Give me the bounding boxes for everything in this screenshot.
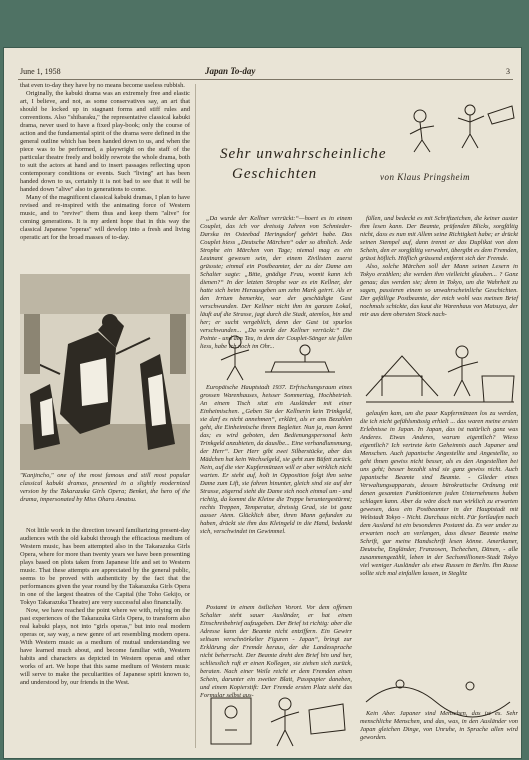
paragraph: Now, we have reached the point where we with, relying on the past experiences of the Takarazuka Girls Opera, to transform also real kabuki plays, not into "girls operas," but into real modern operas or, say way, a new genre of art resembling modern opera. With Western music as a medium of mutual understanding we have learned much about, and become familiar with, Western habits and characters as depicted in Western operas and other works of art. We hope that this same medium of Western music will serve to make the peculiarities of Japanese spirit known to, and understood by, our friends in the West. [20,607,190,686]
article-headline [200,108,520,218]
paragraph: Europäische Hauptstadt 1937. Erfrischungsraum eines grossen Warenhauses, heisser Sommertag, Hochbetrieb. An einem Tisch sitzt ein Ausländer mit einer Einheimischen. „Geben Sie der Kellnerin kein Trinkgeld, sie darf es nicht annehmen“, erklärt, als er ans Bezahlen geht, die Einheimische ihrem Begleiter. Nun ja, man kennt das; es wird geboten, den Bedienungspersonal kein Trinkgeld anzubieten, da dauslbe... Eine verhandlunsmung, der Herr“. Der Herr gibt zwei Silberstücke, aber das Mädchen hat kein Wechselgeld, sie geht zum Büfett zurück. Nein, auf die vier Kupfermünzen will er aber wirklich nicht warten. Er steht auf, holt in Opposition folgt ihm seine Dame zum Lift, sie fahren hinunter, gleich sind sie auf der Strasse, zögernd sieht die Dame sich noch einmal um - und richtig, da kommt die Kleine die Treppe heruntergestürmt; rechts Treppen, Temperatur, dreissig Grad, sie ist ganz ausser Atem. Glücklich über, ihren Mann gefunden zu haben, drückt sie ihm das Kleingeld in die Hand, bedankt sich, verschwindet im Gewimmel. [200,384,352,535]
kabuki-photo-illustration [20,274,190,470]
post-office-illustration [205,690,350,750]
photo-caption [20,472,190,524]
article-column-1-bottom [200,604,352,699]
paragraph: Many of the magnificent classical kabuki dramas, I plan to have revised and re-inspired with the animating force of Western music, and to "revive" them thus and keep them "alive" for coming generations. It is my ardent hope that in this way the classical Japanese "operas" will develop into a fresh and living operatic art for the broad masses of to-day. [20,194,190,241]
page-header [20,67,515,83]
paragraph: füllen, und bedeckt es mit Schriftzeichen, die keiner auster ihm lesen kann. Der Beamte, prüfenden Blicks, sorgfältig nicht, dass es nun mit Allem seine Richtigkeit habe; er drückt seinen Stempel auf, dann trennt er das Duplikat von dem Schein, den er sorgfältig verwahrt, übergibt es dem Fremden, grüsst höflich. Höflich grüssend entfernt sich der Fremde. [360,215,518,262]
left-column-top [20,82,190,272]
kabuki-photo [20,274,190,470]
left-column-bottom [20,527,190,747]
paragraph: Originally, the kabuki drama was an extremely free and elastic art, I believe, and not, as some conservatives say, an art that should be locked up in stagnant forms and stiff rules and conventions. Also "shibaraku," the representative classical kabuki drama, never used to have a fixed play-book; only the course of action and the fundamental spirit of the drama were defined in the general outline which has been handed down to us, and when the piece was to be performed, a playwright on the staff of the particular theatre freely and boldly rewrote the whole drama, both to suit the actors at hand and to insert passages reflecting upon contemporary conditions or events. Such "living" art has been handed down to us, certainly it is not bad to see that it will be handed down "alive" also to generations to come. [20,90,190,193]
paragraph: Kein Aber. Japaner sind Menschen, das ist es. Sehr menschliche Menschen, und das, was, in den Ausländer von Japan gleichen Dinge, von Unruhe, in Sprache allen wird geworden. [360,710,518,741]
bottom-right-illustration [360,668,518,708]
header-rule [18,79,513,80]
paragraph: that even to-day they have by no means become useless rubbish. [20,82,185,89]
headline-line-2: Geschichten [232,166,318,182]
author-byline: von Klaus Pringsheim [380,172,470,182]
article-column-2-middle [360,410,518,670]
page-number: 3 [506,67,510,76]
column-divider [195,84,196,748]
article-column-1-middle [200,384,352,594]
paragraph: gelaufen kam, um die paar Kupfermünzen los zu werden, die ich nicht gefühlsmässig erhielt ... das waren meine ersten Erlebnisse in Japan. In Japan, das ist natürlich ganz was Anderes. Etwas Anderes, warum eigentlich? Wieso eigentlich? Ich vertrete kein Geheimnis auch Japaner und Menschen. Auch japanische Angestellte und Angestellte, so geht ihnen gewiss nicht besser, als es den Angestellten bei uns geht; besser bezahlt sind sie ganz gewiss nicht. Auch japanische Beamte sind Beamte. - Glieder eines Verwaltungsapparats, dessen bürokratische Ordnung mit denen gesamten Funktionieren jeden Unternehmens haben schlagen kann. Aber da wäre doch nun wirklich zu erwarten gewesen, dass ein Postbeamter in der Hauptstadt mit Weltstadt Tokyo - Nicht. Durchaus nicht. Für fortlaufen nach dem Ausland ist ein besonderes Postamt da. Es wer under zu erwarten noch an verlangen, dass dieser Beamte meine Schrift, gar meine Handschrift lesen könne. Amerikaner, Deutsche, Engländer, Franzosen, Tschechen, Dänen, - alle zusammengezählt, leben in der Sechsmillionen-Stadt Tokyo viel weniger Ausländer als etwa Russen in Berlin. Ihn Russe sollte sich mal einfallen lassen, in Steglitz [360,410,518,577]
paragraph: Not little work in the direction toward familiarizing present-day audiences with the old kabuki through the efficacious medium of Western music, has been attempted also in the Takarazuka Girls Opera, where for more than twenty years we have been presenting plays based on plots taken from Japanese life and set to Western music. That these attempts are appreciated by the general public, seems to be proved with authenticity by the fact that the performances given the year round by the Takarazuka Girls Opera in one of the largest theatres of the Capital (the Toho Gekijo, or Tokyo Takarazuka Theatre) are very successful also financially. [20,527,190,606]
headline-line-1: Sehr unwahrscheinliche [220,146,387,162]
vignette-top-right [400,96,520,156]
publication-title: Japan To-day [205,66,256,76]
paragraph: Postamt in einem östlichen Vorort. Vor dem offenen Schalter steht sauer Ausländer, er hat einen Einschreibebrief aufzugeben. Der Brief ist richtig: aber die Adresse kann der Beamte nicht entziffern. Ein Gewirr seltsam verschnörkelter Figuren - Japan“, bringt zur Erklärung der Fremde heraus, der die Landessprache nicht beherrscht. Der Beamte dreht den Brief hin und her, schliesslich ruft er einen Kollegen, sie ziehen sich zurück, beraten. Nach einer Weile reicht er dem Fremden einen Schein, darunter ein zweiter Blatt, Passpapier daneben, und einem Kopierstift: Der Fremde ersten Platz sieht das Formular selbst aus- [200,604,352,699]
paragraph: Also, solche Märchen soll der Mann seinen Lesern in Tokyo erzählen; die werden ihm vielleicht glauben... ? Ganz genau; das werden sie; denn in Tokyo, um die Wahrheit zu sagen, passieren einem so unwahrscheinliche Geschichten. Der gefällige Postbeamte, der mich wohl was meinen Brief nochmals schickte, das kaut die Warenhaus von Matsuya, der mir aus dem obersten Stock nach- [360,263,518,318]
article-column-1-top [200,215,352,350]
article-column-2-bottom [360,710,518,756]
issue-date: June 1, 1958 [20,67,61,76]
article-column-2-top [360,215,518,335]
waiter-illustration [205,332,345,382]
paragraph: „Da wurde der Kellner verrückt:“—hoert es in einem Couplet, das ich vor dreissig Jahren von Schmieder-Darska im Osteebad Heringsdorf gehört habe. Das Couplet hiess „Deutsche Märchen“ oder so ähnlich. Jede Strophe ein Märchen von Tage; niemal mag es ein Leutnant gewesen sein, der einem Zivilisten zuerst grüssste; einmal ein Postbeamter, der zu der Dame am Schalter sagte: „Bitte, gnädige Frau, womit kann ich dienen?“ In der letzten Strophe war es ein Kellner, der hatte sich beim Herausgeben um zehn Mark geirrt. Als er den Irrtum bemerkte, war der geschädigte Gast verschwunden. Der Kellner nicht ihm im ganzen Lokal, läuft auf die Strasse, jagt durch die Stadt, atemlos, hin und her; er sucht vergeblich, denn der Gast ist spurlos verschwunden... „Da wurde der Kellner verrückt:“ Die Pointe - und den Teu, in dem der Couplet-Sänger sie fallen liess, habe ich noch im Ohr... [200,215,352,350]
caption-text: "Kanjincho," one of the most famous and still most popular classical kabuki dramas, presented in a slightly modernized version by the Takarazuka Girls Opera; Benkei, the hero of the drama, impersonated by Miss Oharu Amatsu. [20,472,190,503]
department-store-illustration [362,336,518,408]
